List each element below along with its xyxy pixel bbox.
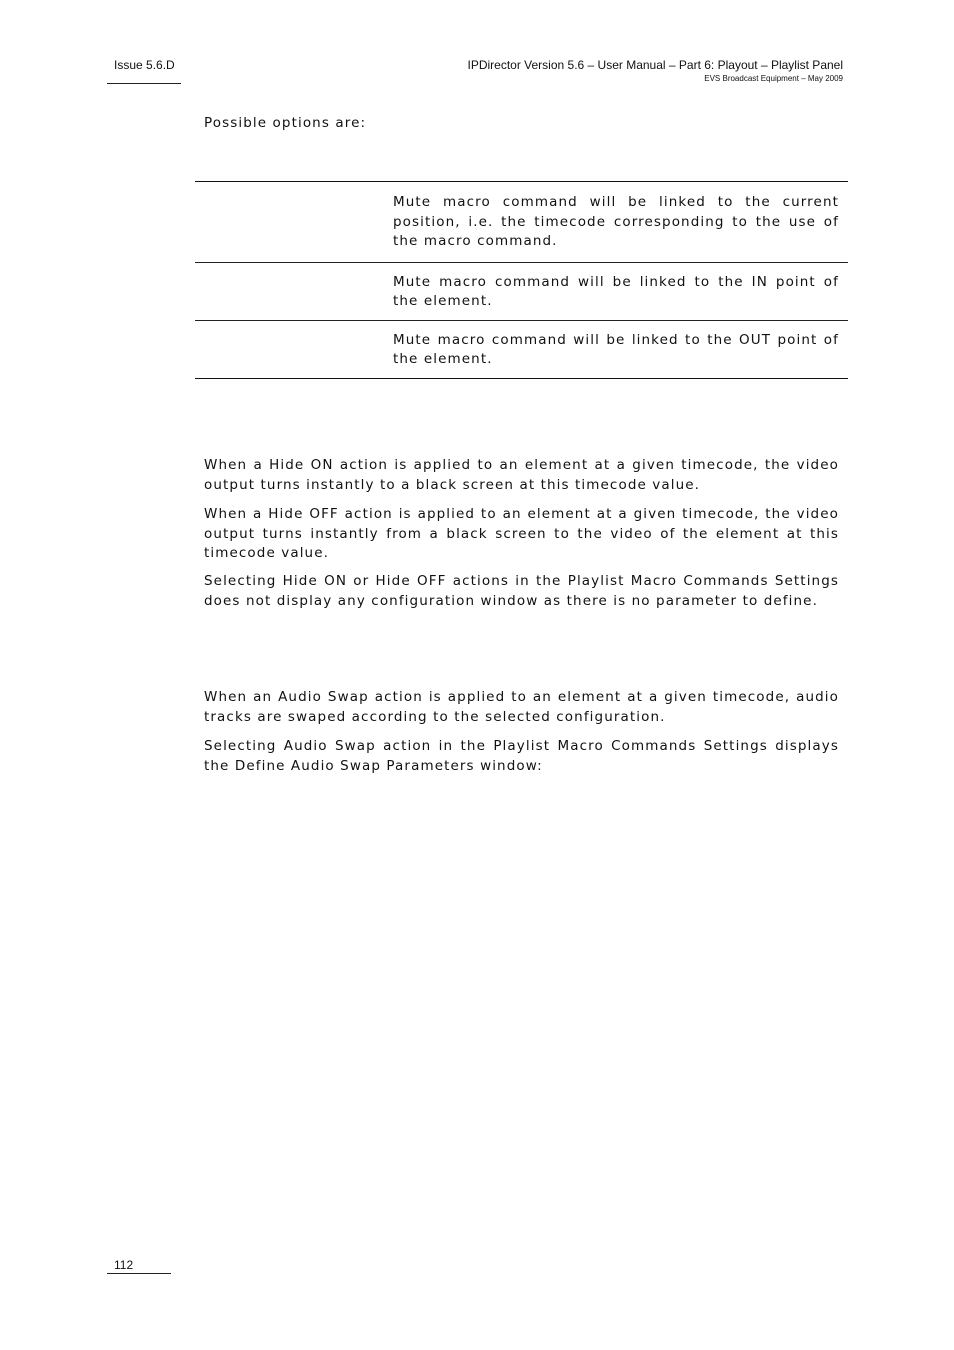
table-row [195, 320, 848, 378]
option-name [195, 263, 393, 320]
option-description: Mute macro command will be linked to the OUT point of the element. [393, 331, 839, 367]
option-name [195, 321, 393, 378]
options-intro: Possible options are: [204, 115, 367, 131]
footer-divider [107, 1273, 171, 1274]
hide-off-paragraph: When a Hide OFF action is applied to an element at a given timecode, the video output turns instantly from a black screen to the video of the element at this timecode value. [204, 506, 839, 561]
table-row [195, 262, 848, 320]
option-description: Mute macro command will be linked to the current position, i.e. the timecode corresponding to the use of the macro command. [393, 194, 839, 249]
hide-settings-paragraph: Selecting Hide ON or Hide OFF actions in the Playlist Macro Commands Settings does not display any configuration window as there is no parameter to define. [204, 573, 839, 609]
options-table [195, 181, 848, 379]
page-number: 112 [114, 1258, 134, 1272]
table-row [195, 182, 848, 262]
document-title: IPDirector Version 5.6 – User Manual – Part 6: Playout – Playlist Panel [467, 58, 843, 72]
issue-label: Issue 5.6.D [114, 58, 175, 72]
audio-swap-paragraph: When an Audio Swap action is applied to an element at a given timecode, audio tracks are swaped according to the selected configuration. [204, 689, 839, 725]
header-divider [107, 83, 181, 84]
audio-swap-settings-paragraph: Selecting Audio Swap action in the Playlist Macro Commands Settings displays the Define Audio Swap Parameters window: [204, 738, 839, 774]
option-description: Mute macro command will be linked to the IN point of the element. [393, 273, 839, 309]
document-subtitle: EVS Broadcast Equipment – May 2009 [704, 74, 843, 83]
hide-on-paragraph: When a Hide ON action is applied to an element at a given timecode, the video output turns instantly to a black screen at this timecode value. [204, 457, 839, 493]
document-header [467, 58, 843, 83]
option-name [195, 182, 393, 262]
